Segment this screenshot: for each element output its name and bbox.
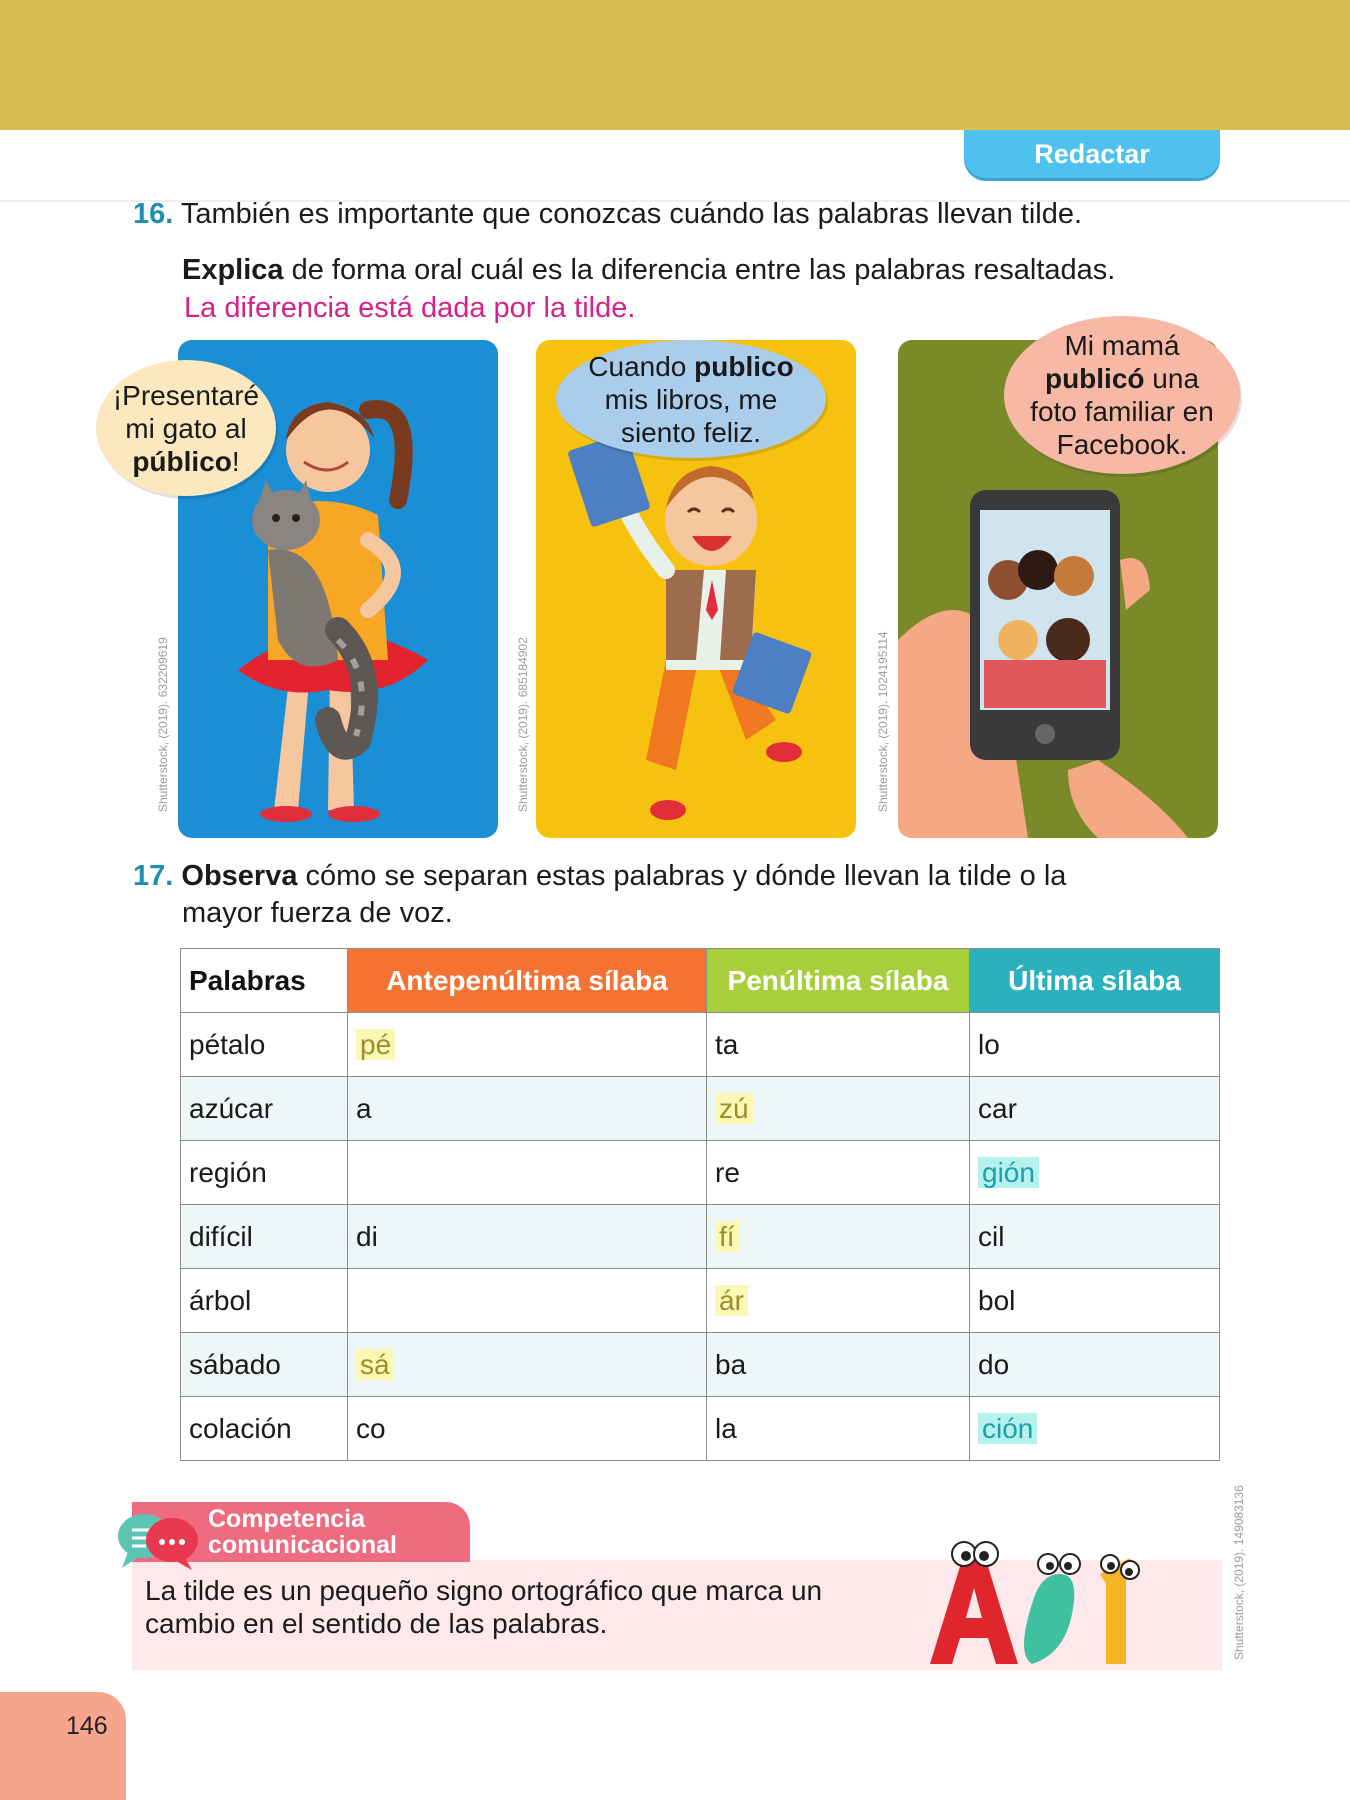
pen-cell: ba [707, 1333, 970, 1397]
ult-cell [970, 1141, 1220, 1205]
pen-cell: ta [707, 1013, 970, 1077]
ante-cell [348, 1269, 707, 1333]
ult-cell: cil [970, 1205, 1220, 1269]
photo-credit-1: Shutterstock, (2019). 632209619 [156, 637, 170, 812]
question-16-number: 16. [133, 198, 174, 230]
table-row [181, 1013, 1220, 1077]
bubble-1-word: público [132, 445, 232, 477]
bubble-2-word: publico [694, 350, 794, 382]
table-header-row [181, 949, 1220, 1013]
ante-cell: a [348, 1077, 707, 1141]
header-antepenultimate: Antepenúltima sílaba [348, 949, 707, 1013]
speech-bubble-3 [1004, 316, 1240, 474]
ult-cell [970, 1397, 1220, 1461]
letter-characters-illustration [920, 1534, 1166, 1670]
question-17-text: cómo se separan estas palabras y dónde llevan la tilde o la [297, 860, 1067, 892]
ante-cell: co [348, 1397, 707, 1461]
answer-text: La diferencia está dada por la tilde. [184, 292, 636, 324]
question-17 [133, 858, 1066, 894]
photo-credit-2: Shutterstock, (2019). 685184902 [516, 637, 530, 812]
instruction-verb: Explica [182, 254, 284, 286]
stressed-syllable: ción [978, 1413, 1037, 1444]
ante-cell [348, 1141, 707, 1205]
stressed-syllable: pé [356, 1029, 395, 1060]
bubble-2-post: mis libros, me siento feliz. [604, 383, 778, 448]
chat-bubbles-icon [114, 1508, 206, 1572]
stressed-syllable: gión [978, 1157, 1039, 1188]
word-cell: pétalo [181, 1013, 348, 1077]
competencia-title-1: Competencia [208, 1505, 365, 1533]
question-17-number: 17. [133, 860, 174, 892]
bubble-2-pre: Cuando [588, 350, 695, 382]
header-words: Palabras [181, 949, 348, 1013]
speech-bubble-2 [556, 340, 826, 458]
stressed-syllable: ár [715, 1285, 748, 1316]
word-cell: difícil [181, 1205, 348, 1269]
page-number: 146 [66, 1712, 108, 1740]
table-row [181, 1333, 1220, 1397]
bubble-3-word: publicó [1044, 363, 1145, 394]
ante-cell: di [348, 1205, 707, 1269]
table-row [181, 1397, 1220, 1461]
stressed-syllable: zú [715, 1093, 753, 1124]
question-16 [133, 196, 1082, 232]
syllable-table [180, 948, 1220, 1461]
question-16-instruction [182, 252, 1115, 288]
bubble-3-pre: Mi mamá [1064, 330, 1180, 361]
pen-cell: re [707, 1141, 970, 1205]
pen-cell [707, 1077, 970, 1141]
ante-cell [348, 1013, 707, 1077]
bubble-1-pre: ¡Presentaré mi gato al [112, 379, 260, 444]
top-banner [0, 0, 1350, 130]
stressed-syllable: fí [715, 1221, 739, 1252]
stressed-syllable: sá [356, 1349, 394, 1380]
bubble-3-post: una foto familiar en Facebook. [1030, 363, 1214, 460]
table-row [181, 1205, 1220, 1269]
ante-cell [348, 1333, 707, 1397]
header-last: Última sílaba [970, 949, 1220, 1013]
word-cell: azúcar [181, 1077, 348, 1141]
question-16-text: También es importante que conozcas cuándo las palabras llevan tilde. [180, 198, 1083, 230]
instruction-text: de forma oral cuál es la diferencia entre las palabras resaltadas. [283, 254, 1116, 286]
photo-credit-3: Shutterstock, (2019). 1024195114 [876, 631, 890, 812]
ult-cell: bol [970, 1269, 1220, 1333]
question-17-verb: Observa [181, 860, 298, 892]
bubble-1-post: ! [231, 445, 240, 477]
photo-credit-4: Shutterstock, (2019). 149083136 [1232, 1485, 1246, 1660]
pen-cell: la [707, 1397, 970, 1461]
word-cell: sábado [181, 1333, 348, 1397]
competencia-text: La tilde es un pequeño signo ortográfico que marca un cambio en el sentido de las palabras. [145, 1575, 823, 1639]
header-penultimate: Penúltima sílaba [707, 949, 970, 1013]
section-tab: Redactar [964, 130, 1220, 178]
question-17-line2: mayor fuerza de voz. [182, 897, 453, 929]
table-row [181, 1141, 1220, 1205]
word-cell: región [181, 1141, 348, 1205]
table-row [181, 1077, 1220, 1141]
ult-cell: car [970, 1077, 1220, 1141]
word-cell: árbol [181, 1269, 348, 1333]
speech-bubble-1 [96, 360, 276, 496]
competencia-title-2: comunicacional [208, 1531, 397, 1559]
word-cell: colación [181, 1397, 348, 1461]
pen-cell [707, 1269, 970, 1333]
page-corner [0, 1692, 126, 1800]
ult-cell: do [970, 1333, 1220, 1397]
table-row [181, 1269, 1220, 1333]
ult-cell: lo [970, 1013, 1220, 1077]
pen-cell [707, 1205, 970, 1269]
